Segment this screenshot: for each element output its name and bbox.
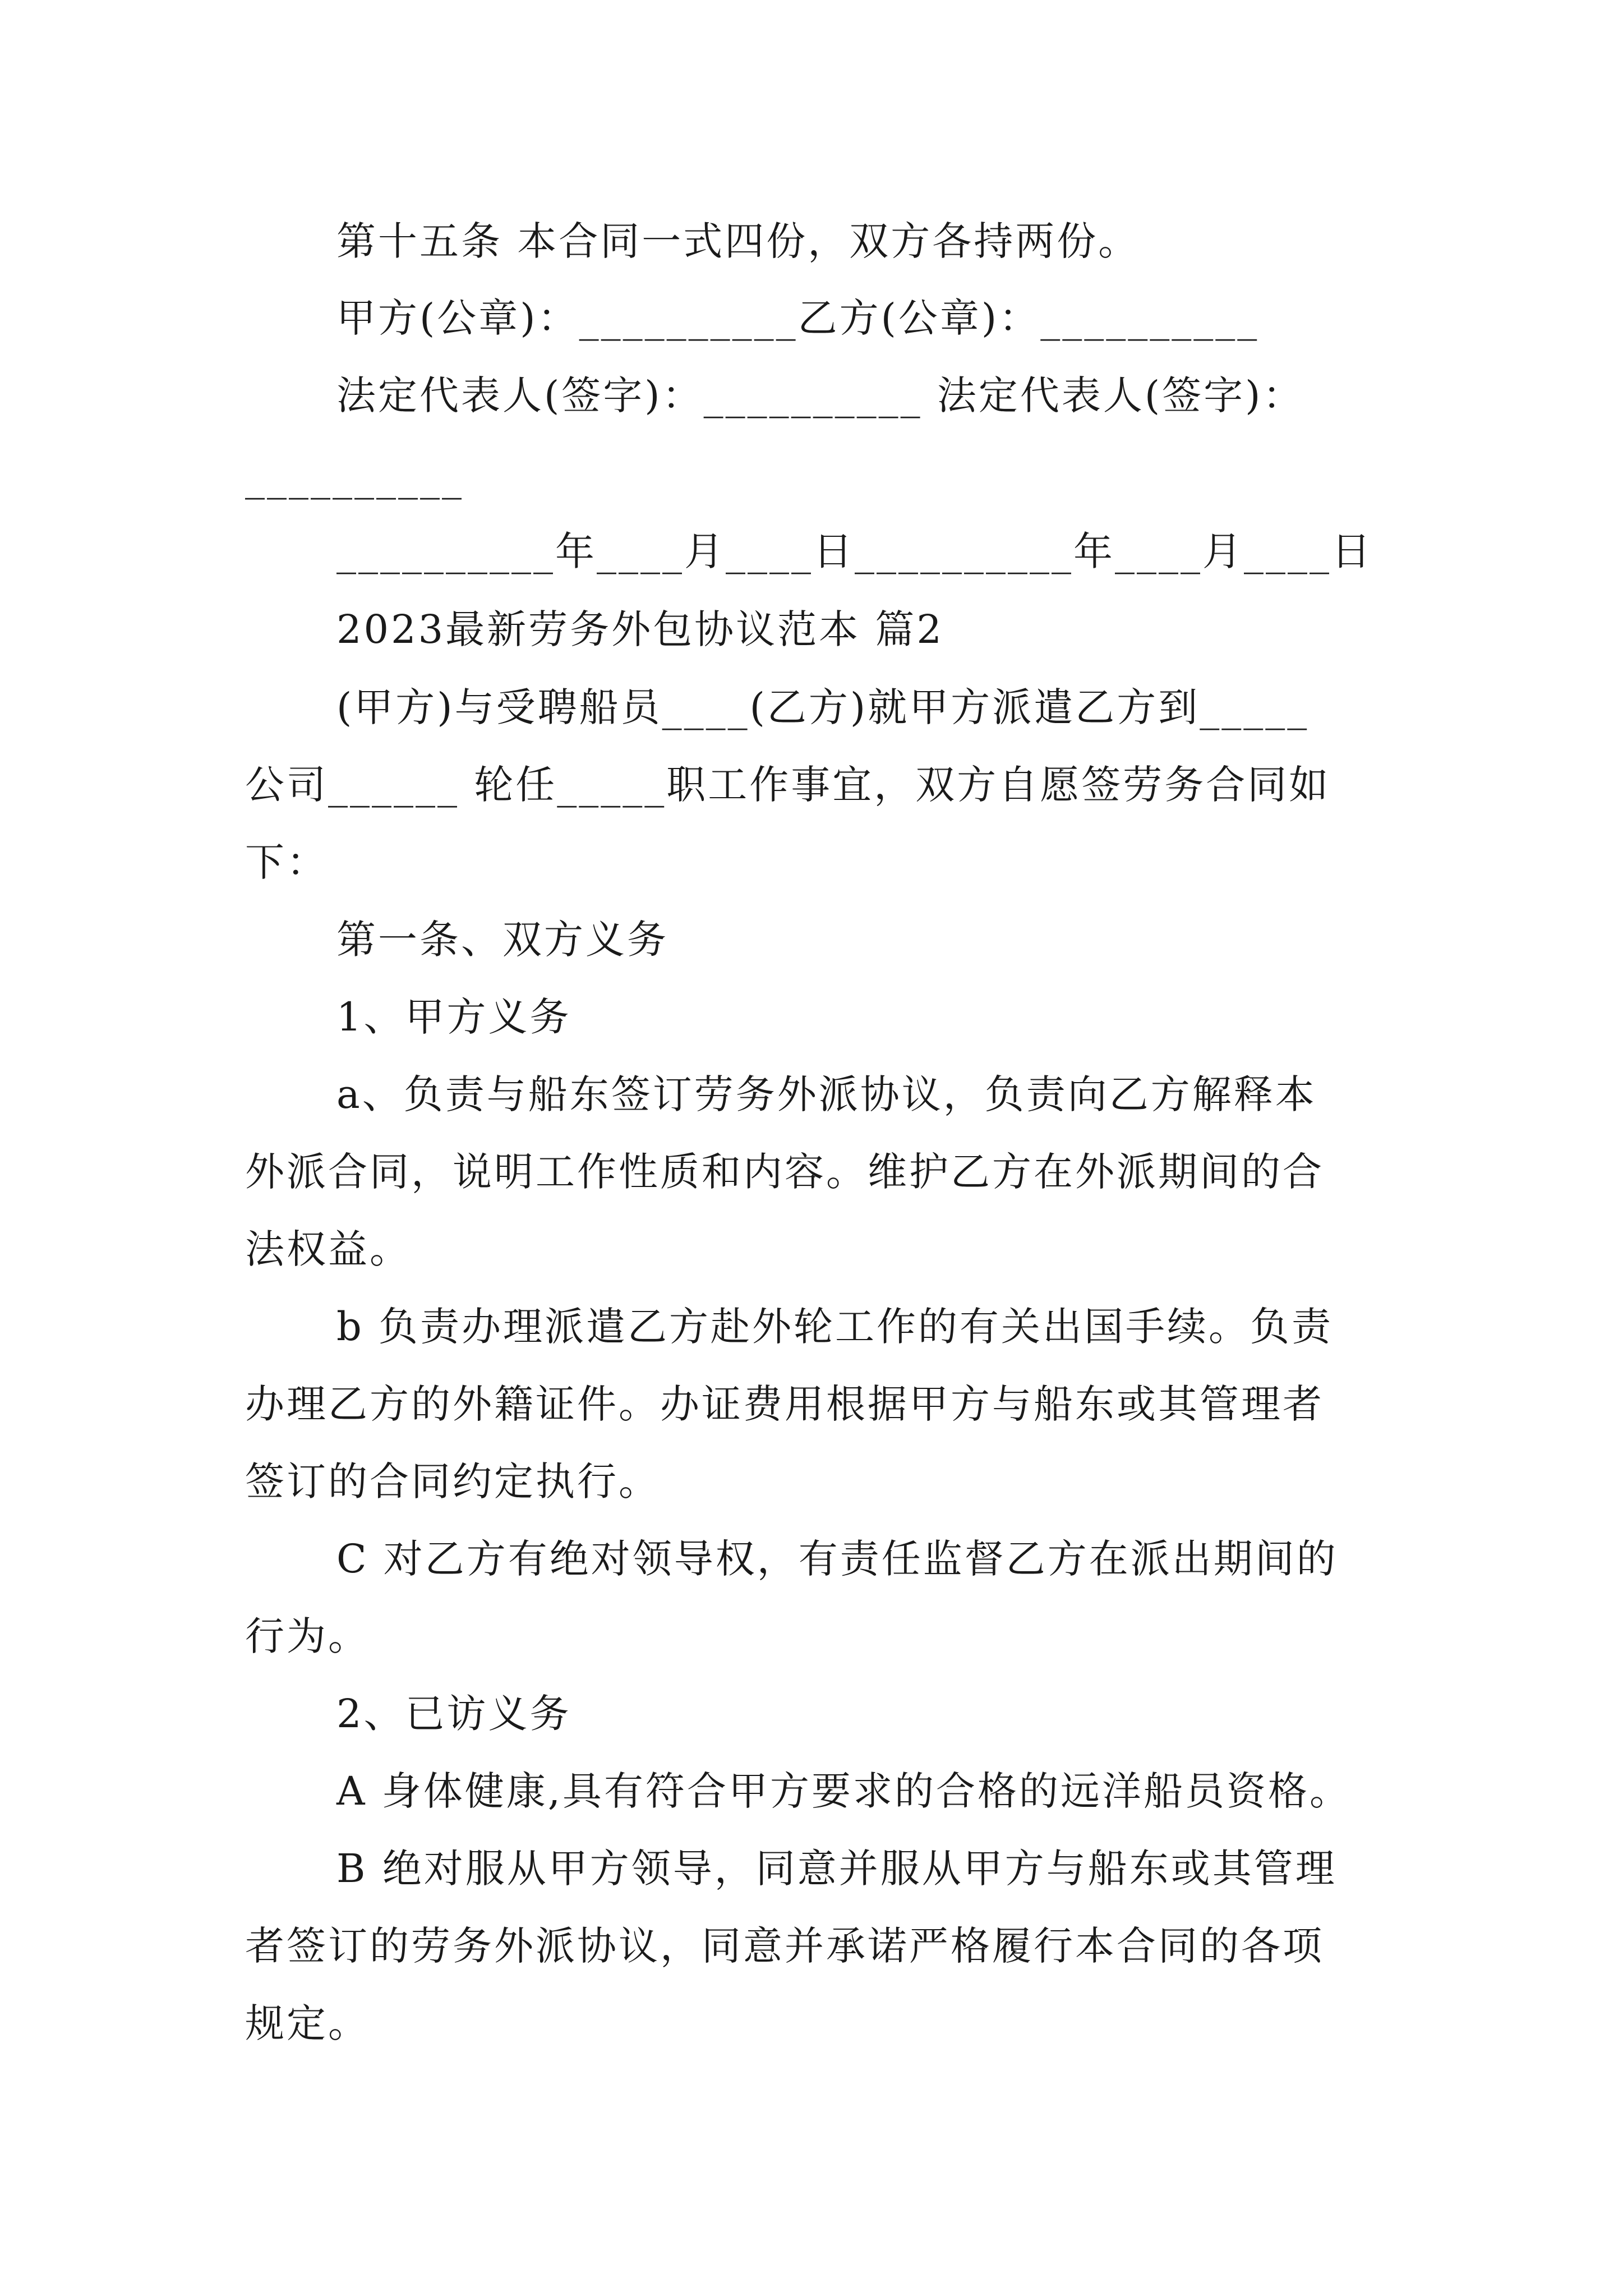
paragraph-line: 公司______ 轮任_____职工作事宜，双方自愿签劳务合同如 [245,762,1331,808]
clause-15-line: 第十五条 本合同一式四份，双方各持两份。 [336,218,1140,264]
party-b-duties-heading: 2、已访义务 [336,1691,571,1737]
paragraph-line: 下： [245,839,328,885]
date-line: __________年____月____日__________年____月____日 [336,528,1373,574]
paragraph-line: 外派合同，说明工作性质和内容。维护乙方在外派期间的合 [245,1149,1324,1195]
paragraph-line: 者签订的劳务外派协议，同意并承诺严格履行本合同的各项 [245,1923,1324,1969]
party-seal-line: 甲方(公章)：__________乙方(公章)：__________ [336,295,1260,341]
paragraph-line: B 绝对服从甲方领导，同意并服从甲方与船东或其管理 [336,1846,1337,1892]
paragraph-line: (甲方)与受聘船员____(乙方)就甲方派遣乙方到_____ [336,684,1310,730]
article-1-heading: 第一条、双方义务 [336,917,668,963]
party-a-duties-heading: 1、甲方义务 [336,994,571,1040]
paragraph-line: A 身体健康,具有符合甲方要求的合格的远洋船员资格。 [336,1768,1352,1814]
signature-blank-line: __________ [245,454,464,500]
legal-rep-signature-line: 法定代表人(签字)：__________ 法定代表人(签字)： [336,372,1304,418]
paragraph-line: C 对乙方有绝对领导权，有责任监督乙方在派出期间的 [336,1536,1338,1582]
paragraph-line: a、负责与船东签订劳务外派协议，负责向乙方解释本 [336,1071,1317,1117]
paragraph-line: 规定。 [245,2000,370,2046]
paragraph-line: 行为。 [245,1613,370,1659]
paragraph-line: 办理乙方的外籍证件。办证费用根据甲方与船东或其管理者 [245,1381,1324,1427]
paragraph-line: 签订的合同约定执行。 [245,1458,660,1504]
paragraph-line: b 负责办理派遣乙方赴外轮工作的有关出国手续。负责 [336,1304,1334,1350]
paragraph-line: 法权益。 [245,1226,411,1272]
section-heading: 2023最新劳务外包协议范本 篇2 [336,606,944,652]
